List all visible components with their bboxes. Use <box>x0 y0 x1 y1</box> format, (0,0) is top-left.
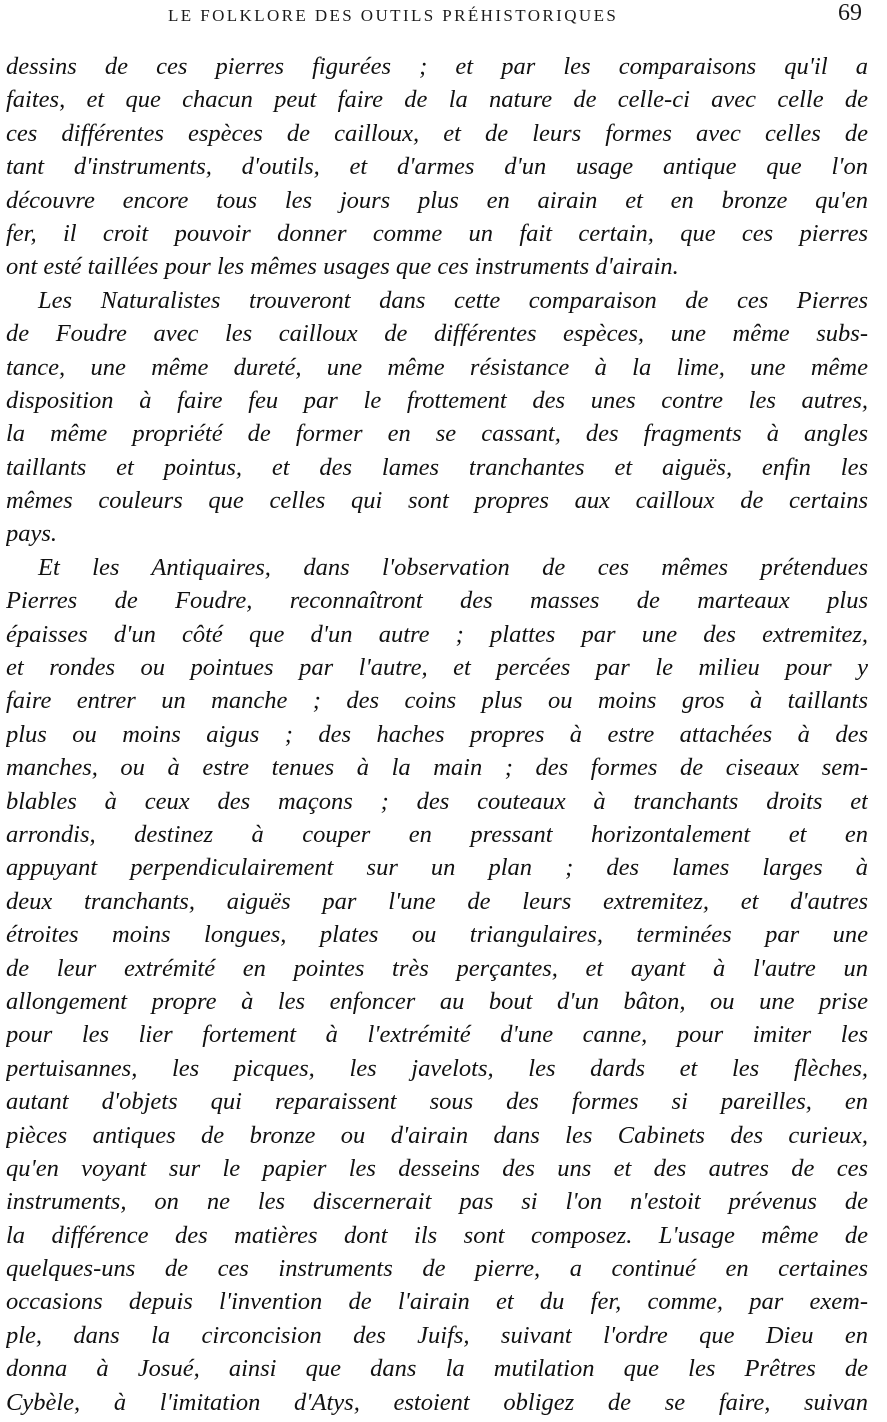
text-line: tance, une même dureté, une même résistance à la lime, une même <box>6 353 868 381</box>
text-line: dessins de ces pierres figurées ; et par les comparaisons qu'il a <box>6 53 868 80</box>
text-line: manches, ou à estre tenues à la main ; des formes de ciseaux sem- <box>6 754 868 782</box>
text-line: de Foudre avec les cailloux de différentes espèces, une même subs- <box>6 320 868 348</box>
text-line: la différence des matières dont ils sont composez. L'usage même de <box>6 1221 868 1249</box>
text-line: occasions depuis l'invention de l'airain et du fer, comme, par exem- <box>6 1288 868 1316</box>
text-line: Pierres de Foudre, reconnaîtront des masses de marteaux plus <box>6 587 868 615</box>
text-line: quelques-uns de ces instruments de pierre, a continué en certaines <box>6 1255 868 1283</box>
text-line: ple, dans la circoncision des Juifs, suivant l'ordre que Dieu en <box>6 1321 868 1349</box>
text-line: Cybèle, à l'imitation d'Atys, estoient obligez de se faire, suivan <box>6 1388 868 1416</box>
text-line: faire entrer un manche ; des coins plus ou moins gros à taillants <box>6 687 868 715</box>
text-line: de leur extrémité en pointes très perçantes, et ayant à l'autre un <box>6 954 868 982</box>
text-line: tant d'instruments, d'outils, et d'armes d'un usage antique que l'on <box>6 153 868 181</box>
text-line: taillants et pointus, et des lames tranchantes et aiguës, enfin les <box>6 453 868 481</box>
text-line: ont esté taillées pour les mêmes usages que ces instruments d'airain. <box>6 253 679 281</box>
page-number: 69 <box>838 0 862 26</box>
text-line: disposition à faire feu par le frottement des unes contre les autres, <box>6 386 868 414</box>
text-line: et rondes ou pointues par l'autre, et percées par le milieu pour y <box>6 654 868 682</box>
text-line: instruments, on ne les discernerait pas si l'on n'estoit prévenus de <box>6 1188 868 1216</box>
text-line: appuyant perpendiculairement sur un plan ; des lames larges à <box>6 854 868 882</box>
text-line: pays. <box>6 520 58 548</box>
paragraph-first-line: Et les Antiquaires, dans l'observation de ces mêmes prétendues <box>38 553 868 581</box>
text-line: fer, il croit pouvoir donner comme un fait certain, que ces pierres <box>6 219 868 247</box>
text-line: ces différentes espèces de cailloux, et de leurs formes avec celles de <box>6 119 868 147</box>
text-line: blables à ceux des maçons ; des couteaux à tranchants droits et <box>6 787 868 815</box>
body-text <box>6 50 868 1419</box>
text-line: mêmes couleurs que celles qui sont propres aux cailloux de certains <box>6 487 868 515</box>
text-line: faites, et que chacun peut faire de la nature de celle-ci avec celle de <box>6 86 868 114</box>
text-line: arrondis, destinez à couper en pressant horizontalement et en <box>6 820 868 848</box>
text-line: autant d'objets qui reparaissent sous des formes si pareilles, en <box>6 1088 868 1116</box>
text-line: qu'en voyant sur le papier les desseins des uns et des autres de ces <box>6 1154 868 1182</box>
text-line: pertuisannes, les picques, les javelots, les dards et les flèches, <box>6 1054 868 1082</box>
text-line: pour les lier fortement à l'extrémité d'une canne, pour imiter les <box>6 1021 868 1049</box>
paragraph-first-line: Les Naturalistes trouveront dans cette comparaison de ces Pierres <box>38 286 868 314</box>
text-line: plus ou moins aigus ; des haches propres à estre attachées à des <box>6 720 868 748</box>
text-line: étroites moins longues, plates ou triangulaires, terminées par une <box>6 921 868 949</box>
text-line: pièces antiques de bronze ou d'airain dans les Cabinets des curieux, <box>6 1121 868 1149</box>
text-line: épaisses d'un côté que d'un autre ; plattes par une des extremitez, <box>6 620 868 648</box>
text-line: donna à Josué, ainsi que dans la mutilation que les Prêtres de <box>6 1355 868 1383</box>
text-line: découvre encore tous les jours plus en airain et en bronze qu'en <box>6 186 868 214</box>
text-line: deux tranchants, aiguës par l'une de leurs extremitez, et d'autres <box>6 887 868 915</box>
running-header <box>0 0 887 36</box>
running-title: LE FOLKLORE DES OUTILS PRÉHISTORIQUES <box>168 6 619 25</box>
text-line: la même propriété de former en se cassant, des fragments à angles <box>6 420 868 448</box>
text-line: allongement propre à les enfoncer au bout d'un bâton, ou une prise <box>6 987 868 1015</box>
